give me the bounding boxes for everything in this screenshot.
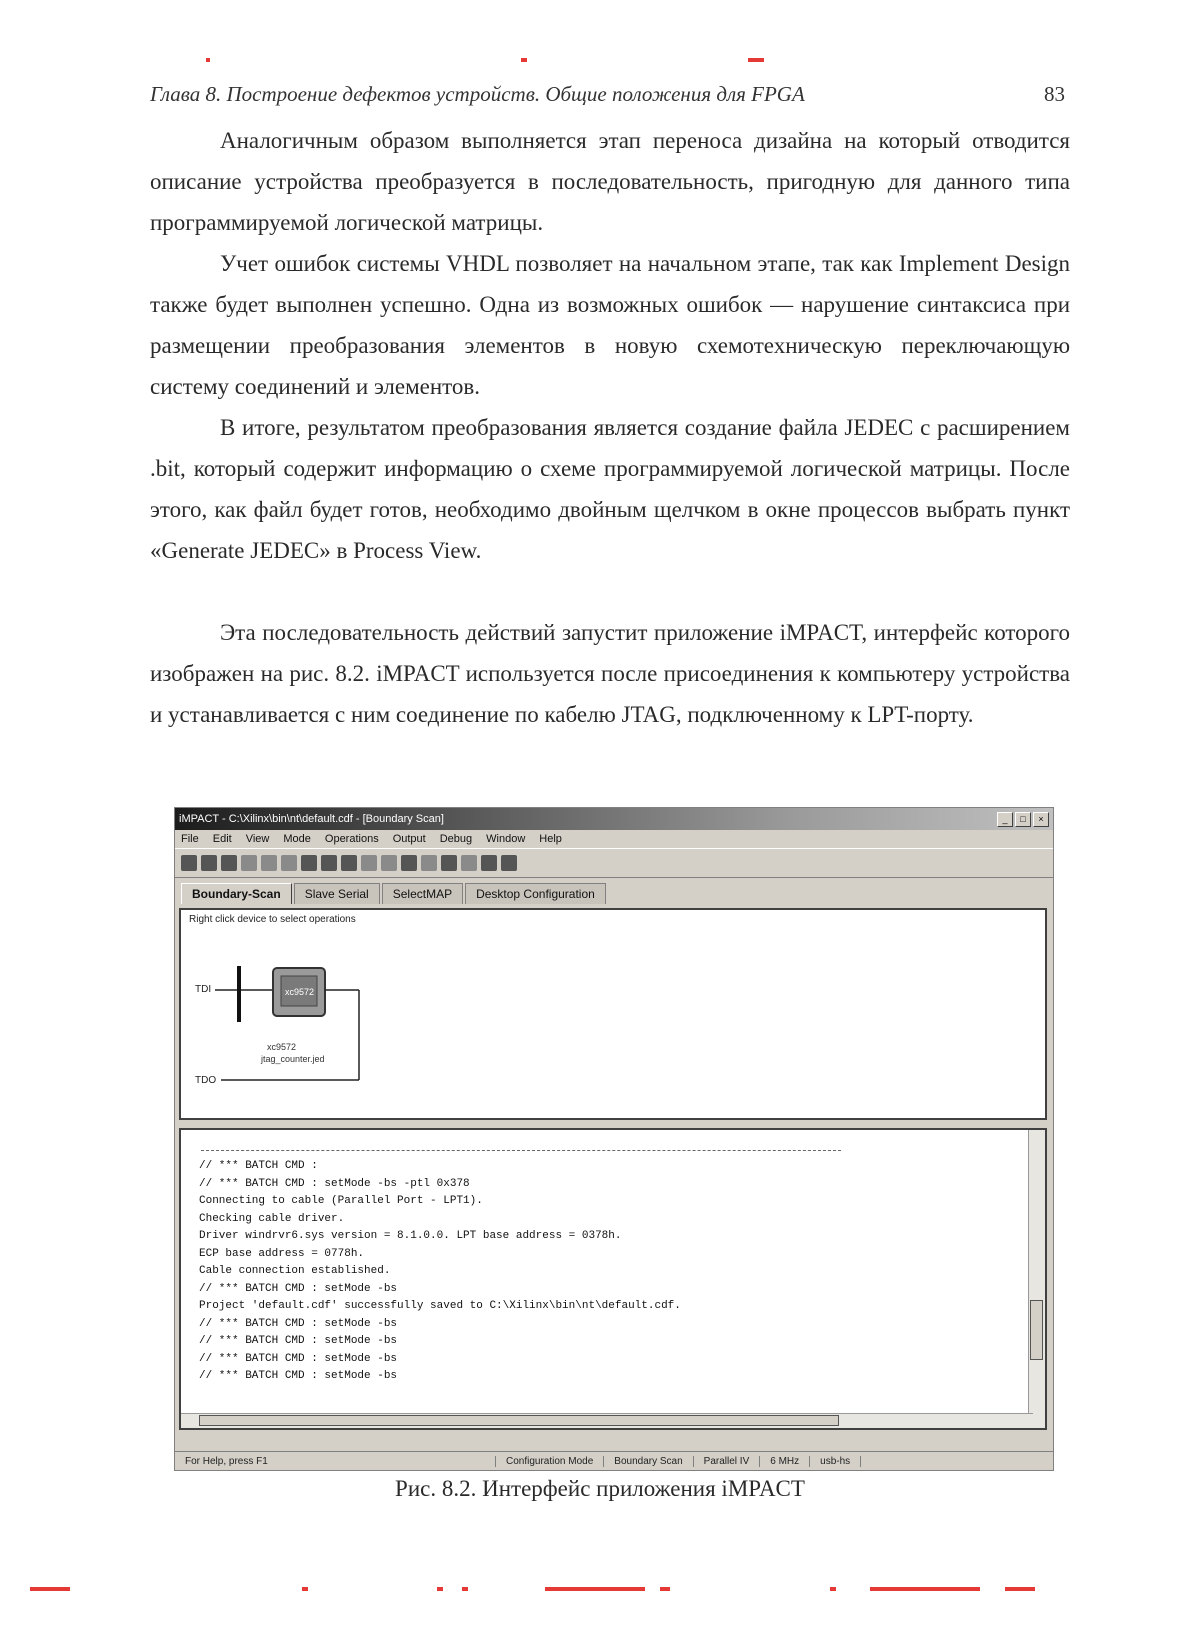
chip-file-label: jtag_counter.jed [261, 1054, 325, 1064]
menu-window[interactable]: Window [486, 833, 526, 845]
status-cable: Parallel IV [694, 1456, 761, 1467]
copy-icon[interactable] [261, 855, 277, 871]
readback-icon[interactable] [461, 855, 477, 871]
paste-icon[interactable] [281, 855, 297, 871]
scan-mark [206, 58, 210, 62]
window-title: iMPACT - C:\Xilinx\bin\nt\default.cdf - [Boundary Scan] [179, 813, 444, 825]
scan-mark [437, 1587, 443, 1591]
close-icon[interactable]: × [1033, 812, 1049, 827]
program-icon[interactable] [381, 855, 397, 871]
schematic-caption: Right click device to select operations [189, 914, 356, 925]
jtag-chain-diagram [181, 910, 1045, 1118]
zoom-in-icon[interactable] [321, 855, 337, 871]
log-line: // *** BATCH CMD : [199, 1160, 318, 1172]
status-config-mode: Configuration Mode [496, 1456, 604, 1467]
status-bar [175, 1451, 1053, 1470]
new-icon[interactable] [181, 855, 197, 871]
save-icon[interactable] [221, 855, 237, 871]
page-number: 83 [1044, 82, 1065, 106]
log-lines [199, 1158, 1019, 1386]
log-line: Project 'default.cdf' successfully saved to C:\Xilinx\bin\nt\default.cdf. [199, 1300, 681, 1312]
zoom-out-icon[interactable] [341, 855, 357, 871]
scan-mark [521, 58, 527, 62]
figure-caption: Рис. 8.2. Интерфейс приложения iMPACT [395, 1476, 805, 1501]
tab-slave-serial[interactable]: Slave Serial [294, 883, 380, 904]
minimize-icon[interactable]: _ [997, 812, 1013, 827]
log-line: // *** BATCH CMD : setMode -bs [199, 1282, 398, 1295]
log-line: // *** BATCH CMD : setMode -bs [199, 1370, 398, 1382]
horizontal-scroll-thumb[interactable] [199, 1415, 839, 1426]
verify-icon[interactable] [401, 855, 417, 871]
vertical-scroll-thumb[interactable] [1030, 1300, 1043, 1360]
delete-icon[interactable] [301, 855, 317, 871]
initialize-chain-icon[interactable] [361, 855, 377, 871]
log-separator [201, 1150, 841, 1151]
vertical-scrollbar[interactable] [1028, 1130, 1045, 1428]
status-scan-mode: Boundary Scan [604, 1456, 693, 1467]
paragraph-3: В итоге, результатом преобразования является создание файла JEDEC с расширением .bit, который содержит информацию о схеме программируемой логической матрицы. После этого, как файл будет готов, необходимо двойным щелчком в окне процессов выбрать пункт «Generate JEDEC» в Process View. [150, 415, 1070, 563]
menu-mode[interactable]: Mode [283, 833, 311, 845]
tab-selectmap[interactable]: SelectMAP [382, 883, 463, 904]
scan-mark [30, 1587, 70, 1591]
log-line: Driver windrvr6.sys version = 8.1.0.0. LPT base address = 0378h. [199, 1230, 622, 1242]
mode-tabs [175, 878, 1053, 904]
open-icon[interactable] [201, 855, 217, 871]
scan-mark [748, 58, 764, 62]
cut-icon[interactable] [241, 855, 257, 871]
chip-label: xc9572 [285, 987, 315, 997]
chip-name-label: xc9572 [267, 1042, 297, 1052]
log-line: Cable connection established. [199, 1265, 391, 1277]
impact-window-figure [174, 807, 1054, 1471]
menu-file[interactable]: File [181, 833, 199, 845]
menu-edit[interactable]: Edit [212, 833, 232, 845]
horizontal-scrollbar[interactable] [181, 1413, 1033, 1428]
toolbar [175, 848, 1053, 878]
maximize-icon[interactable]: □ [1015, 812, 1031, 827]
menu-bar [175, 830, 1053, 848]
menu-view[interactable]: View [245, 833, 270, 845]
boundary-scan-canvas[interactable] [179, 908, 1047, 1120]
status-speed: 6 MHz [760, 1456, 810, 1467]
log-line: Connecting to cable (Parallel Port - LPT1). [199, 1195, 483, 1207]
tab-desktop-configuration[interactable]: Desktop Configuration [465, 883, 606, 904]
scan-mark [545, 1587, 645, 1591]
status-port: usb-hs [810, 1456, 861, 1467]
scan-mark [870, 1587, 980, 1591]
blank-check-icon[interactable] [441, 855, 457, 871]
get-id-icon[interactable] [481, 855, 497, 871]
menu-debug[interactable]: Debug [439, 833, 473, 845]
log-line: // *** BATCH CMD : setMode -bs [199, 1335, 398, 1347]
log-line: // *** BATCH CMD : setMode -bs -ptl 0x378 [199, 1177, 470, 1190]
log-line: Checking cable driver. [199, 1212, 345, 1225]
erase-icon[interactable] [421, 855, 437, 871]
tab-boundary-scan[interactable]: Boundary-Scan [181, 883, 292, 904]
log-line: ECP base address = 0778h. [199, 1247, 365, 1260]
scan-mark [302, 1587, 308, 1591]
output-log-panel[interactable] [179, 1128, 1047, 1430]
help-icon[interactable] [501, 855, 517, 871]
scan-mark [830, 1587, 836, 1591]
menu-operations[interactable]: Operations [324, 833, 379, 845]
running-header-text: Глава 8. Построение дефектов устройств. Общие положения для FPGA [150, 82, 805, 106]
scan-mark [462, 1587, 468, 1591]
window-titlebar[interactable] [175, 808, 1053, 830]
running-header [150, 82, 1065, 107]
scan-mark [660, 1587, 670, 1591]
paragraph-2: Учет ошибок системы VHDL позволяет на начальном этапе, так как Implement Design также будет выполнен успешно. Одна из возможных ошибок — нарушение синтаксиса при размещении преобразования элементов в новую схемотехническую переключающую систему соединений и элементов. [150, 251, 1070, 399]
tdo-label: TDO [195, 1075, 217, 1086]
tdi-label: TDI [195, 984, 212, 995]
menu-help[interactable]: Help [539, 833, 562, 845]
scan-mark [1005, 1587, 1035, 1591]
log-line: // *** BATCH CMD : setMode -bs [199, 1352, 398, 1365]
status-help: For Help, press F1 [175, 1456, 496, 1467]
paragraph-1: Аналогичным образом выполняется этап переноса дизайна на который отводится описание устройства преобразуется в последовательность, пригодную для данного типа программируемой логической матрицы. [150, 128, 1070, 235]
log-line: // *** BATCH CMD : setMode -bs [199, 1317, 398, 1330]
menu-output[interactable]: Output [392, 833, 426, 845]
paragraph-4: Эта последовательность действий запустит приложение iMPACT, интерфейс которого изображен на рис. 8.2. iMPACT используется после присоединения к компьютеру устройства и устанавливается с ним соединение по кабелю JTAG, подключенному к LPT-порту. [150, 620, 1070, 727]
